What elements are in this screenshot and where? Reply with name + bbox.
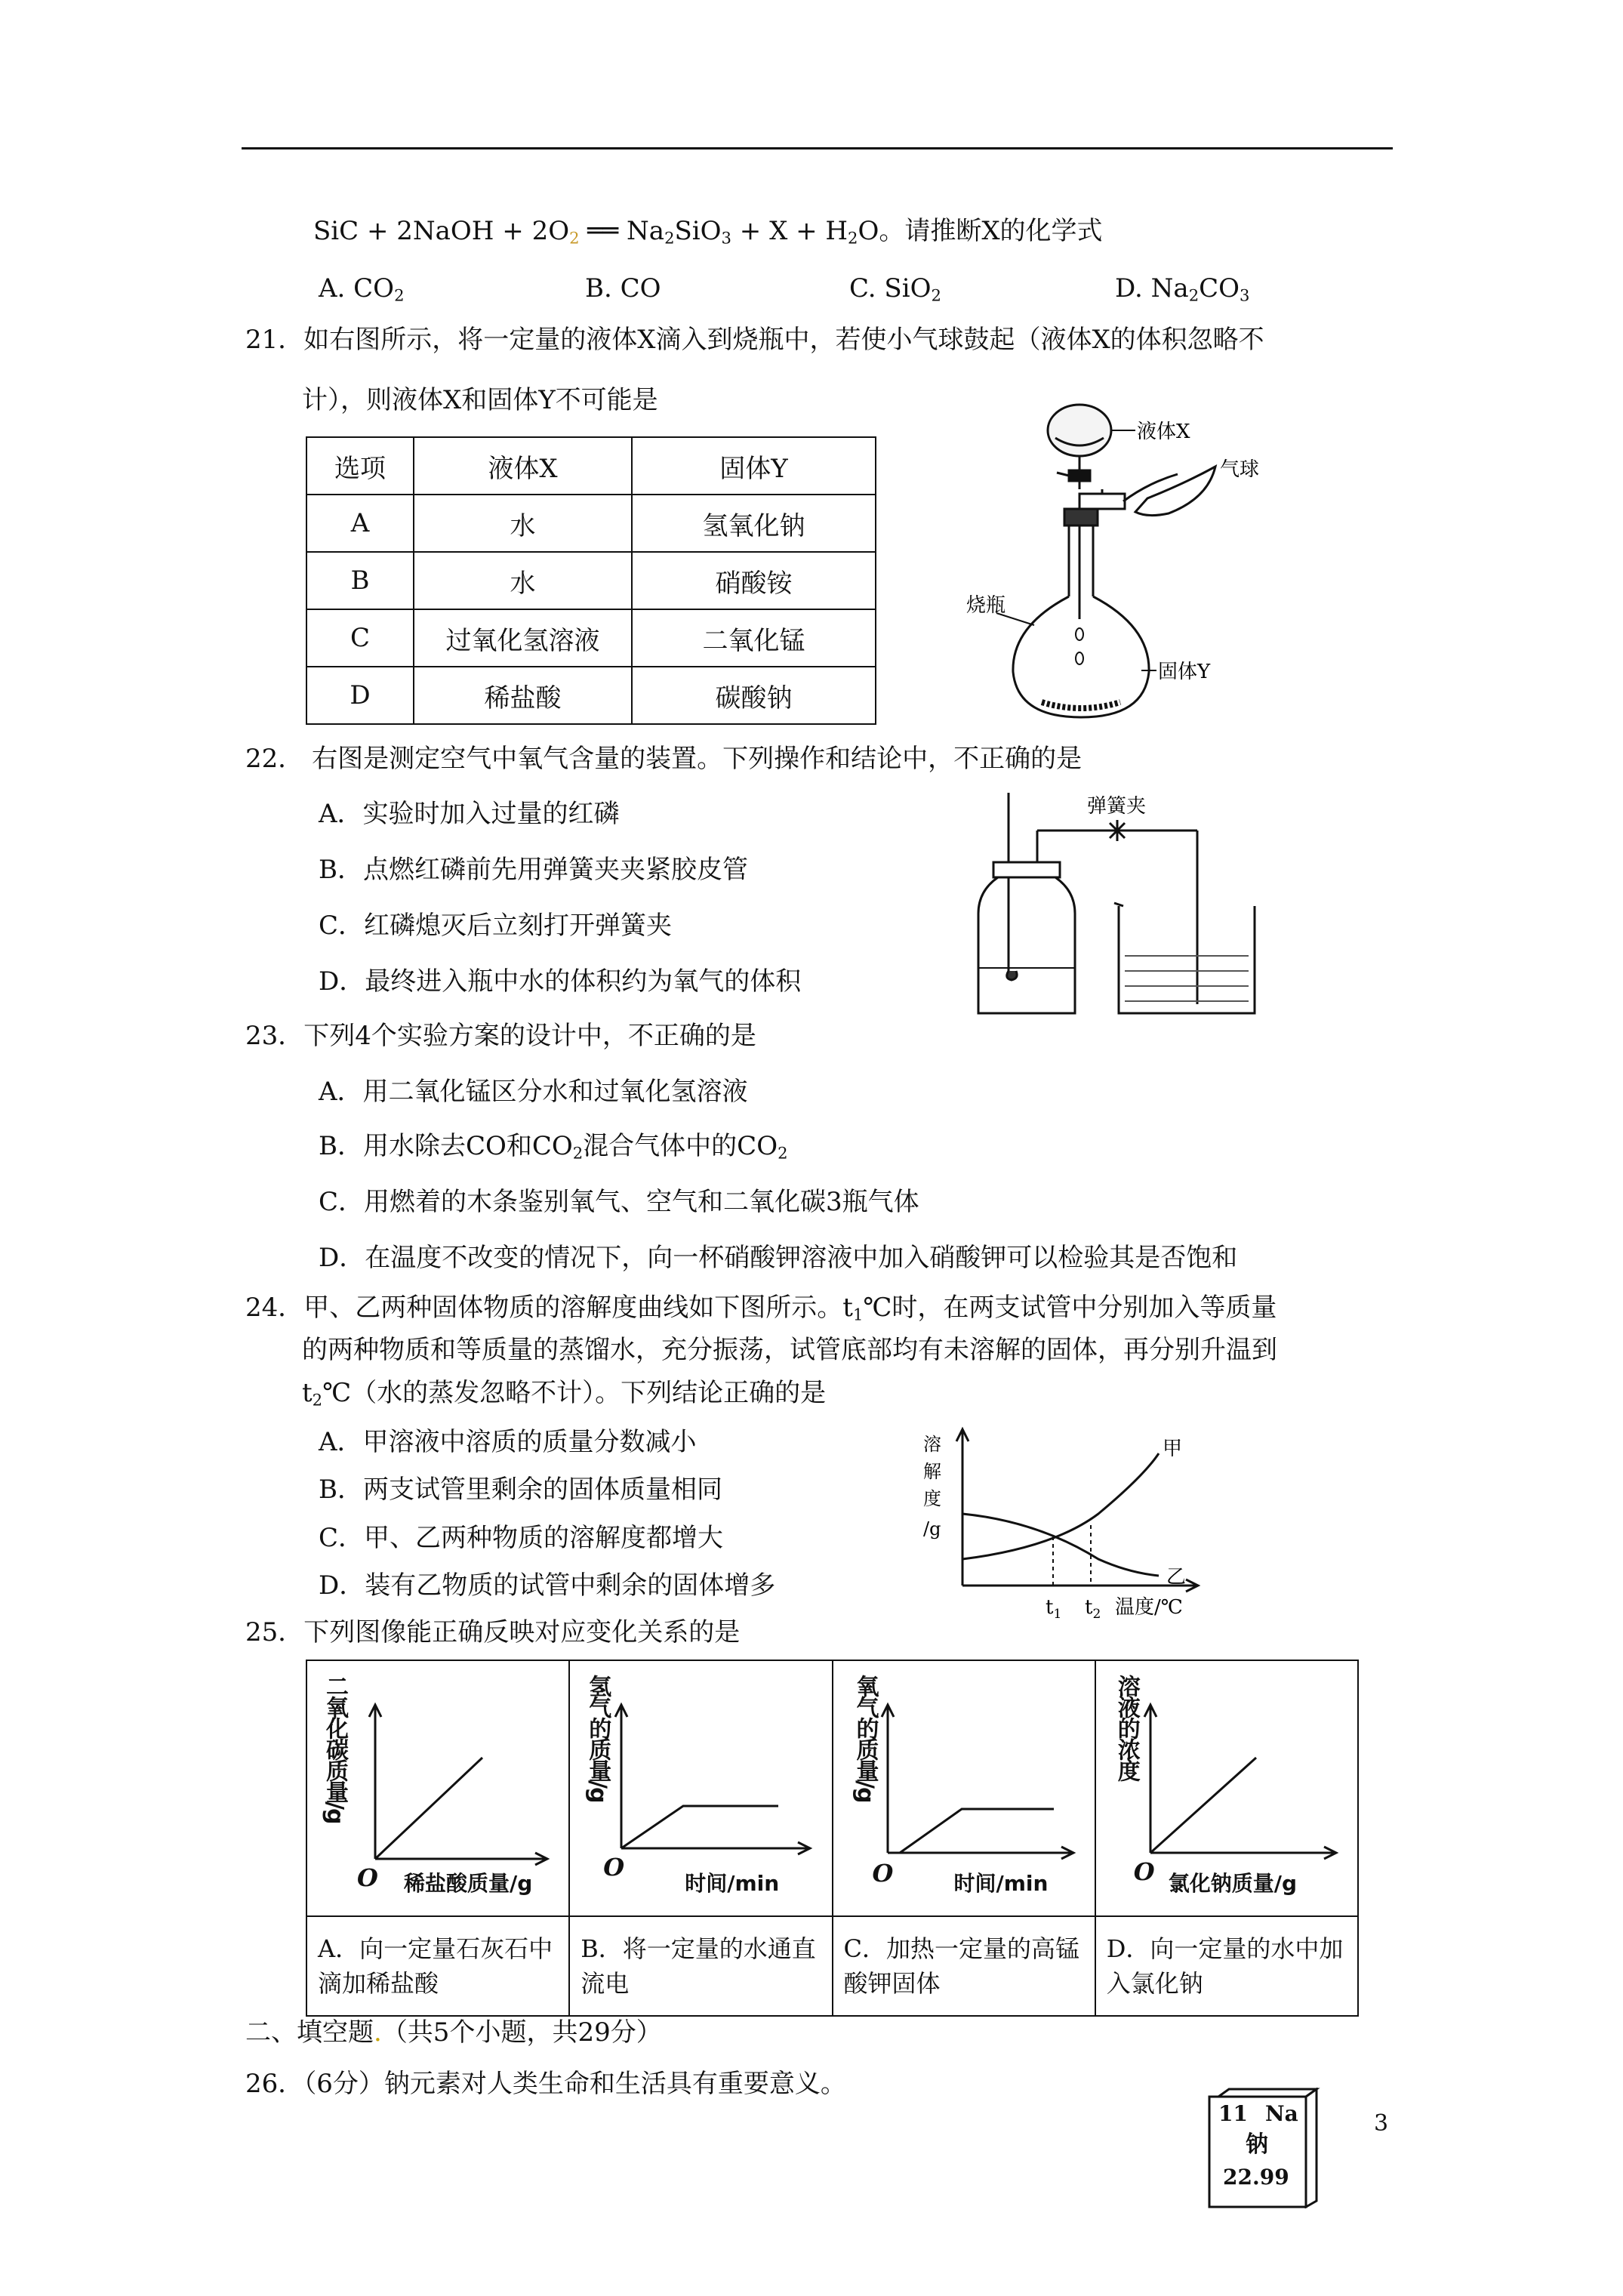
graph-d-caption: D．向一定量的水中加入氯化钠 <box>1095 1916 1358 2016</box>
table-cell: 水 <box>414 495 632 552</box>
table-header-cell: 液体X <box>414 437 632 495</box>
droplet-icon <box>1076 652 1083 664</box>
element-atomic-number: 11 <box>1218 2101 1248 2126</box>
q21-table <box>306 436 876 725</box>
q20-option-b: B. CO <box>585 273 661 304</box>
graph-cell-a <box>306 1660 569 1916</box>
graph-c-ylabel: 氧气的质量/g <box>852 1675 879 1802</box>
q25-graph-table <box>306 1660 1359 2017</box>
q26-stem: 26．（6分）钠元素对人类生命和生活具有重要意义。 <box>245 2069 846 2099</box>
q20-option-d: D. $Na_2CO_3$ <box>1115 273 1250 305</box>
table-cell: D <box>306 667 414 724</box>
q21-stem-line2: 计），则液体X和固体Y不可能是 <box>302 385 658 415</box>
table-cell: 稀盐酸 <box>414 667 632 724</box>
q22-stem: 22． 右图是测定空气中氧气含量的装置。下列操作和结论中，不正确的是 <box>245 744 1083 774</box>
section-2-title: 二、填空题.（共5个小题，共29分） <box>245 2017 662 2048</box>
q23-option-d: D．在温度不改变的情况下，向一杯硝酸钾溶液中加入硝酸钾可以检验其是否饱和 <box>319 1243 1238 1273</box>
table-cell: 氢氧化钠 <box>632 495 876 552</box>
graph-b-caption: B．将一定量的水通直流电 <box>569 1916 832 2016</box>
table-cell: C <box>306 609 414 667</box>
q23-option-b: B．用水除去CO和$CO_2$混合气体中的$CO_2$ <box>319 1131 788 1163</box>
q20-equation: SiC + 2NaOH + $2O_2$ ══ $Na_2SiO_3 + X + H_2O$。请推断X的化学式 <box>313 216 1103 248</box>
graph-d-origin: O <box>1133 1857 1155 1886</box>
graph-cell-b <box>569 1660 832 1916</box>
x-axis-label: 温度/℃ <box>1115 1596 1183 1619</box>
table-cell: 碳酸钠 <box>632 667 876 724</box>
element-symbol: Na <box>1265 2101 1298 2126</box>
q24-option-a: A．甲溶液中溶质的质量分数减小 <box>319 1427 697 1457</box>
q24-stem-line2: 的两种物质和等质量的蒸馏水，充分振荡，试管底部均有未溶解的固体，再分别升温到 <box>302 1335 1277 1365</box>
label-spring-clamp: 弹簧夹 <box>1087 795 1147 818</box>
graph-c-origin: O <box>872 1859 894 1888</box>
caption-row <box>306 1916 1358 2016</box>
series-yi-line <box>962 1514 1159 1576</box>
table-cell: 过氧化氢溶液 <box>414 609 632 667</box>
series-jia-line <box>962 1453 1159 1559</box>
graph-c-xlabel: 时间/min <box>953 1871 1049 1896</box>
table-cell: 二氧化锰 <box>632 609 876 667</box>
y-axis-label-1: 溶 <box>923 1434 941 1455</box>
q24-stem-line1: 24．甲、乙两种固体物质的溶解度曲线如下图所示。$t_1℃$时，在两支试管中分别加入等质量 <box>245 1293 1277 1324</box>
label-balloon: 气球 <box>1220 458 1260 481</box>
table-row <box>306 609 876 667</box>
y-axis-label-3: 度 <box>923 1488 941 1509</box>
table-cell: 水 <box>414 552 632 609</box>
q24-option-c: C．甲、乙两种物质的溶解度都增大 <box>319 1523 724 1553</box>
label-flask: 烧瓶 <box>966 594 1006 617</box>
graph-cell-c <box>833 1660 1095 1916</box>
q25-stem: 25．下列图像能正确反映对应变化关系的是 <box>245 1617 741 1647</box>
table-header-cell: 固体Y <box>632 437 876 495</box>
q20-option-a: A. $CO_2$ <box>319 273 405 305</box>
q22-option-d: D．最终进入瓶中水的体积约为氧气的体积 <box>319 966 802 997</box>
tick-t1: $t_1$ <box>1046 1596 1062 1622</box>
q23-option-c: C．用燃着的木条鉴别氧气、空气和二氧化碳3瓶气体 <box>319 1187 919 1217</box>
graph-a-xlabel: 稀盐酸质量/g <box>404 1871 533 1896</box>
table-row <box>306 495 876 552</box>
table-header-cell: 选项 <box>306 437 414 495</box>
table-cell: B <box>306 552 414 609</box>
element-mass: 22.99 <box>1223 2165 1289 2190</box>
q23-stem: 23．下列4个实验方案的设计中，不正确的是 <box>245 1021 756 1051</box>
q23-option-a: A．用二氧化锰区分水和过氧化氢溶液 <box>319 1077 748 1107</box>
table-cell: 硝酸铵 <box>632 552 876 609</box>
solubility-curve-chart <box>917 1416 1212 1627</box>
graph-cell-d <box>1095 1660 1358 1916</box>
graph-a-ylabel: 二氧化碳质量/g <box>322 1675 348 1823</box>
graph-a-caption: A．向一定量石灰石中滴加稀盐酸 <box>306 1916 569 2016</box>
graph-c-caption: C．加热一定量的高锰酸钾固体 <box>833 1916 1095 2016</box>
table-row <box>306 667 876 724</box>
q24-option-b: B．两支试管里剩余的固体质量相同 <box>319 1475 722 1505</box>
table-row <box>306 552 876 609</box>
header-rule <box>242 147 1393 149</box>
page-number: 3 <box>1374 2110 1389 2137</box>
graph-d-xlabel: 氯化钠质量/g <box>1168 1871 1298 1896</box>
q20-option-c: C. SiO$_2$ <box>849 273 941 305</box>
label-solid-y: 固体Y <box>1158 661 1211 683</box>
q24-option-d: D．装有乙物质的试管中剩余的固体增多 <box>319 1570 776 1601</box>
q22-option-c: C．红磷熄灭后立刻打开弹簧夹 <box>319 911 673 941</box>
element-name: 钠 <box>1246 2131 1268 2158</box>
series-jia-label: 甲 <box>1163 1438 1183 1460</box>
flask-apparatus-figure <box>966 385 1321 740</box>
y-axis-label-4: /g <box>923 1518 941 1539</box>
tick-t2: $t_2$ <box>1085 1596 1101 1622</box>
graph-b-origin: O <box>603 1853 625 1881</box>
sodium-element-card <box>1208 2088 1321 2208</box>
series-yi-label: 乙 <box>1166 1566 1187 1589</box>
graph-row <box>306 1660 1358 1916</box>
table-cell: A <box>306 495 414 552</box>
table-header-row <box>306 437 876 495</box>
graph-a-origin: O <box>357 1863 378 1892</box>
q21-stem-line1: 21．如右图所示，将一定量的液体X滴入到烧瓶中，若使小气球鼓起（液体X的体积忽略不 <box>245 325 1264 355</box>
droplet-icon <box>1076 628 1083 640</box>
q24-stem-line3: $t_2℃$（水的蒸发忽略不计）。下列结论正确的是 <box>302 1378 827 1410</box>
graph-b-ylabel: 氢气的质量/g <box>584 1675 611 1802</box>
q22-option-a: A．实验时加入过量的红磷 <box>319 799 620 829</box>
y-axis-label-2: 解 <box>923 1461 941 1482</box>
label-liquid-x: 液体X <box>1137 421 1190 443</box>
graph-b-xlabel: 时间/min <box>685 1871 780 1896</box>
graph-d-ylabel: 溶液的浓度 <box>1113 1675 1140 1780</box>
q22-option-b: B．点燃红磷前先用弹簧夹夹紧胶皮管 <box>319 855 748 885</box>
oxygen-measurement-apparatus-figure <box>974 793 1291 1019</box>
